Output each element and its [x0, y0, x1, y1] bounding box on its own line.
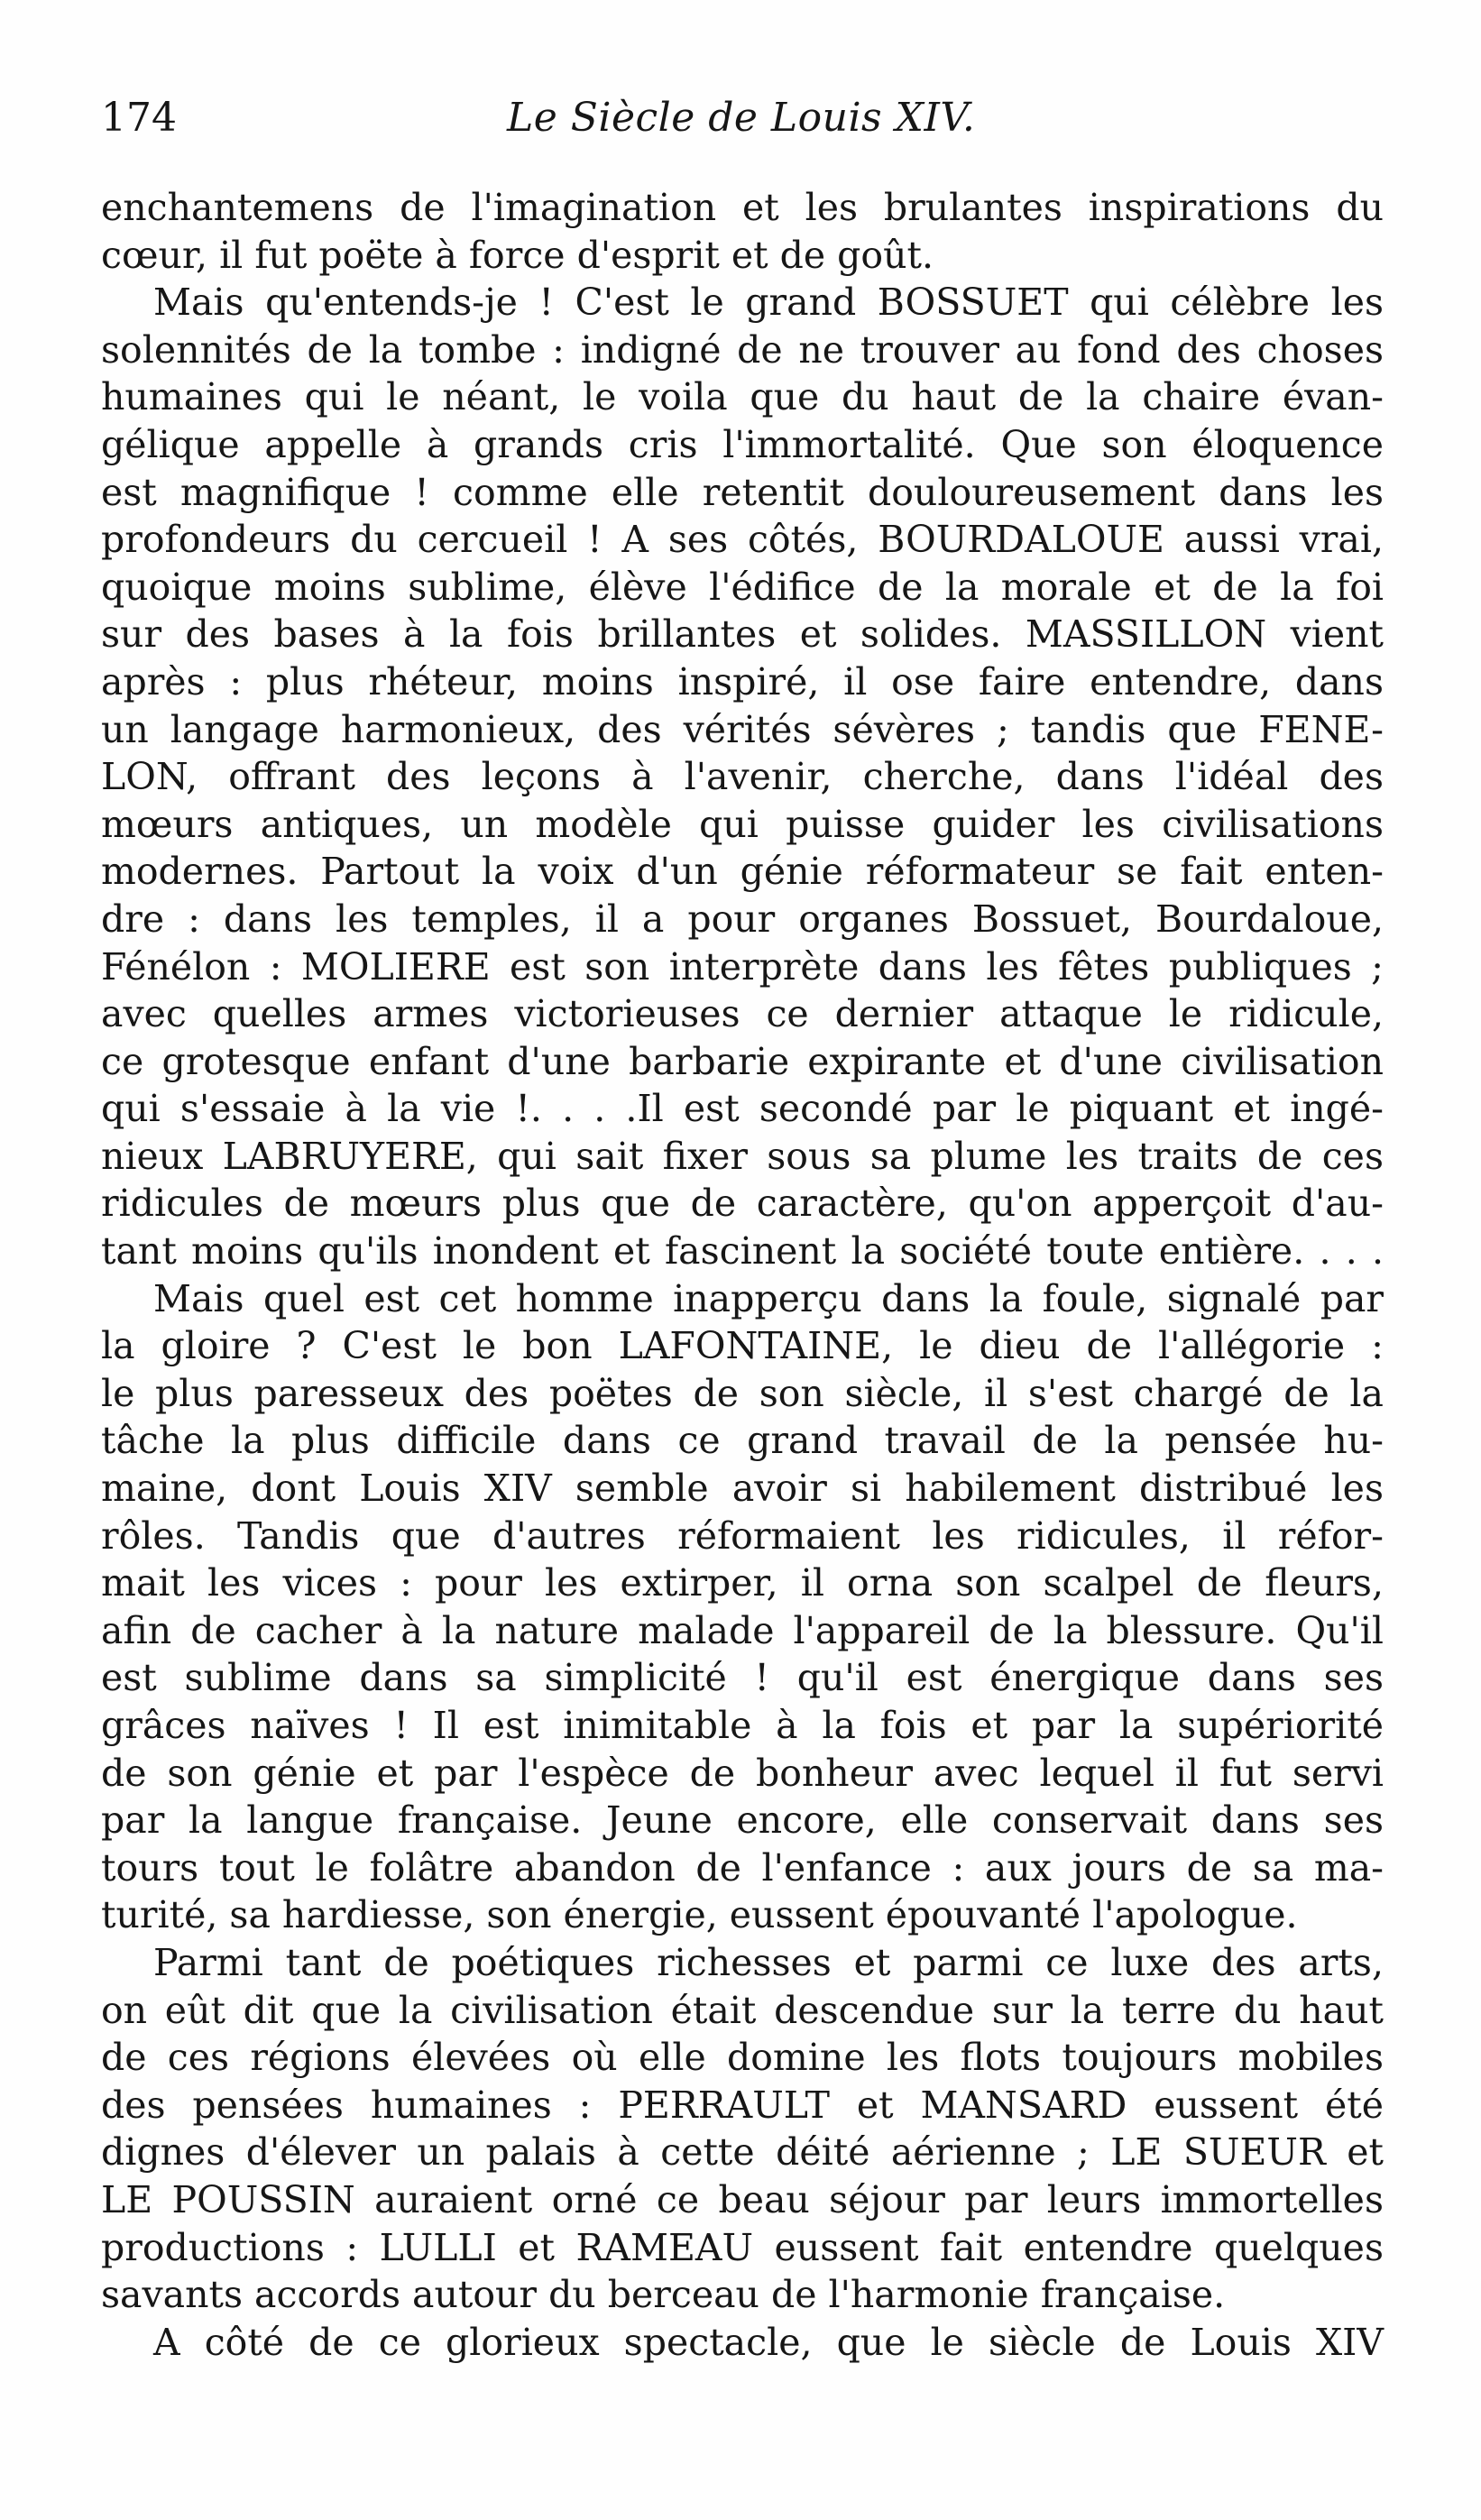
- text-line: de son génie et par l'espèce de bonheur avec lequel il fut servi: [101, 1751, 1384, 1795]
- text-line: de ces régions élevées où elle domine les flots toujours mobiles: [101, 2036, 1384, 2080]
- text-line: ridicules de mœurs plus que de caractère, qu'on apperçoit d'au-: [101, 1182, 1384, 1226]
- text-line: mait les vices : pour les extirper, il orna son scalpel de fleurs,: [101, 1561, 1384, 1605]
- text-line: grâces naïves ! Il est inimitable à la fois et par la supériorité: [101, 1704, 1384, 1747]
- text-line: nieux LABRUYERE, qui sait fixer sous sa plume les traits de ces: [101, 1134, 1384, 1178]
- text-line: LE POUSSIN auraient orné ce beau séjour par leurs immortelles: [101, 2177, 1384, 2221]
- text-line: on eût dit que la civilisation était descendue sur la terre du haut: [101, 1988, 1384, 2032]
- text-line: Parmi tant de poétiques richesses et parmi ce luxe des arts,: [153, 1940, 1384, 1984]
- text-line: Mais quel est cet homme inapperçu dans la foule, signalé par: [153, 1276, 1384, 1320]
- text-line: un langage harmonieux, des vérités sévères ; tandis que FENE-: [101, 707, 1384, 751]
- text-line: humaines qui le néant, le voila que du haut de la chaire évan-: [101, 375, 1384, 419]
- text-line: tant moins qu'ils inondent et fascinent la société toute entière. . . .: [101, 1229, 1384, 1274]
- page-number: 174: [101, 95, 177, 141]
- text-line: Mais qu'entends-je ! C'est le grand BOSSUET qui célèbre les: [153, 281, 1384, 325]
- text-line: solennités de la tombe : indigné de ne trouver au fond des choses: [101, 327, 1384, 372]
- text-line: afin de cacher à la nature malade l'appareil de la blessure. Qu'il: [101, 1608, 1384, 1652]
- text-line: maine, dont Louis XIV semble avoir si habilement distribué les: [101, 1467, 1384, 1511]
- text-line: gélique appelle à grands cris l'immortalité. Que son éloquence: [101, 422, 1384, 466]
- text-line: ce grotesque enfant d'une barbarie expirante et d'une civilisation: [101, 1039, 1384, 1083]
- text-line: modernes. Partout la voix d'un génie réformateur se fait enten-: [101, 850, 1384, 894]
- text-line: productions : LULLI et RAMEAU eussent fait entendre quelques: [101, 2225, 1384, 2269]
- text-line: LON, offrant des leçons à l'avenir, cherche, dans l'idéal des: [101, 755, 1384, 799]
- text-line: turité, sa hardiesse, son énergie, eussent épouvanté l'apologue.: [101, 1893, 1298, 1937]
- text-line: la gloire ? C'est le bon LAFONTAINE, le dieu de l'allégorie :: [101, 1324, 1384, 1368]
- text-line: enchantemens de l'imagination et les brulantes inspirations du: [101, 186, 1384, 229]
- text-line: après : plus rhéteur, moins inspiré, il ose faire entendre, dans: [101, 659, 1384, 704]
- text-line: est magnifique ! comme elle retentit douloureusement dans les: [101, 470, 1384, 514]
- text-line: cœur, il fut poëte à force d'esprit et de goût.: [101, 233, 934, 277]
- text-line: profondeurs du cercueil ! A ses côtés, BOURDALOUE aussi vrai,: [101, 518, 1384, 562]
- text-line: A côté de ce glorieux spectacle, que le siècle de Louis XIV: [153, 2320, 1384, 2364]
- text-line: dre : dans les temples, il a pour organes Bossuet, Bourdaloue,: [101, 897, 1384, 941]
- body-text: [101, 184, 1384, 2366]
- text-line: savants accords autour du berceau de l'harmonie française.: [101, 2273, 1226, 2317]
- running-title: Le Siècle de Louis XIV.: [507, 95, 976, 141]
- text-line: tâche la plus difficile dans ce grand travail de la pensée hu-: [101, 1419, 1384, 1463]
- text-line: dignes d'élever un palais à cette déité aérienne ; LE SUEUR et: [101, 2130, 1384, 2175]
- text-line: sur des bases à la fois brillantes et solides. MASSILLON vient: [101, 612, 1384, 657]
- text-line: le plus paresseux des poëtes de son siècle, il s'est chargé de la: [101, 1371, 1384, 1415]
- text-line: qui s'essaie à la vie !. . . .Il est secondé par le piquant et ingé-: [101, 1087, 1384, 1131]
- text-line: tours tout le folâtre abandon de l'enfance : aux jours de sa ma-: [101, 1845, 1384, 1890]
- text-line: est sublime dans sa simplicité ! qu'il est énergique dans ses: [101, 1656, 1384, 1700]
- text-line: rôles. Tandis que d'autres réformaient les ridicules, il réfor-: [101, 1513, 1384, 1558]
- page-header: [101, 87, 1382, 150]
- text-line: par la langue française. Jeune encore, elle conservait dans ses: [101, 1798, 1384, 1843]
- text-line: quoique moins sublime, élève l'édifice de la morale et de la foi: [101, 565, 1384, 609]
- text-line: avec quelles armes victorieuses ce dernier attaque le ridicule,: [101, 992, 1384, 1036]
- text-line: des pensées humaines : PERRAULT et MANSARD eussent été: [101, 2083, 1384, 2127]
- text-line: Fénélon : MOLIERE est son interprète dans les fêtes publiques ;: [101, 944, 1384, 989]
- text-line: mœurs antiques, un modèle qui puisse guider les civilisations: [101, 802, 1384, 846]
